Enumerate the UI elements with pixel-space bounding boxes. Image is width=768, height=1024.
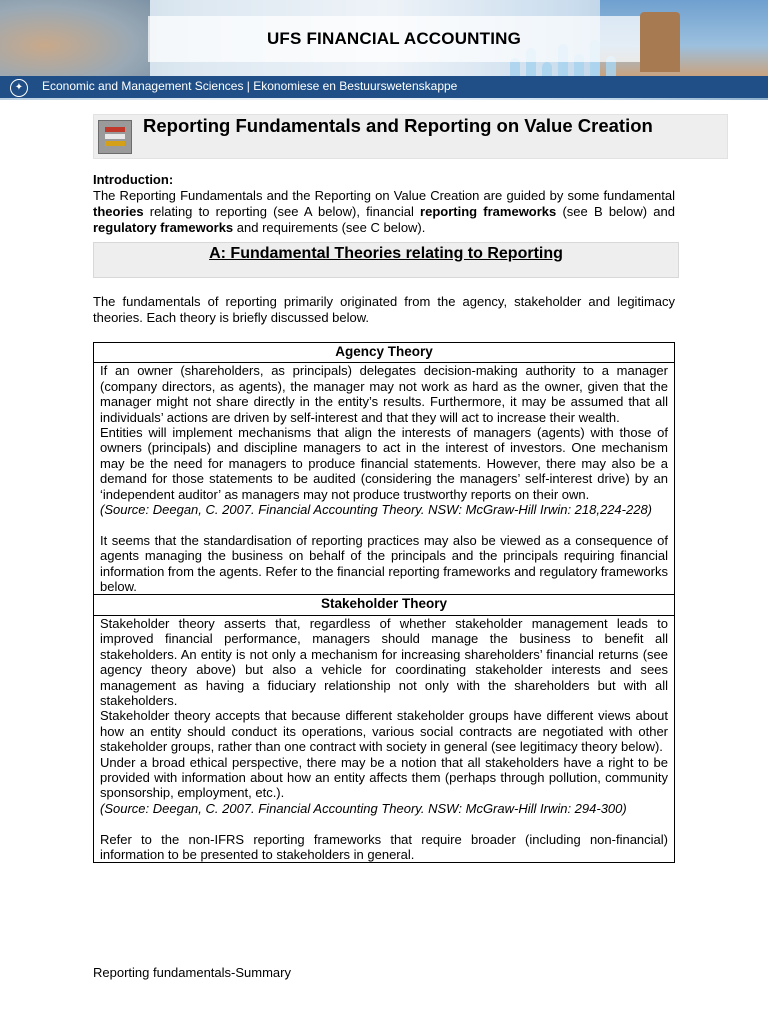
agency-paragraph: If an owner (shareholders, as principals) delegates decision-making authority to a manager (company directors, as agents), the manager may not work as hard as the owner, given that the manager might not share directly in the entity’s results. Furthermore, it may be assumed that all individuals’ actions are driven by self-interest and that they will act to increase their wealth. bbox=[100, 363, 668, 425]
section-a-title: A: Fundamental Theories relating to Reporting bbox=[209, 245, 563, 262]
agency-paragraph: It seems that the standardisation of reporting practices may also be viewed as a consequence of agents managing the business on behalf of the principals and the principals requiring financial information from the agents. Refer to the financial reporting frameworks and regulatory frameworks below. bbox=[100, 532, 668, 595]
intro-text-3: (see B below) and bbox=[556, 204, 675, 219]
section-header bbox=[93, 114, 728, 159]
university-crest-icon: ✦ bbox=[10, 79, 28, 97]
intro-paragraph bbox=[93, 188, 675, 236]
agency-source: (Source: Deegan, C. 2007. Financial Accounting Theory. NSW: McGraw-Hill Irwin: 218,224-228) bbox=[100, 502, 653, 518]
stakeholder-paragraph: Stakeholder theory accepts that because different stakeholder groups have different views about how an entity should conduct its operations, various social contracts are negotiated with other stakeholder groups, rather than one contract with society in general (see legitimacy theory below). bbox=[100, 708, 668, 755]
page-footer: Reporting fundamentals-Summary bbox=[93, 965, 291, 980]
stakeholder-theory-heading: Stakeholder Theory bbox=[94, 595, 675, 615]
intro-heading: Introduction: bbox=[93, 172, 174, 187]
section-a-heading-box bbox=[93, 242, 679, 278]
agency-theory-body bbox=[94, 363, 675, 595]
table-row bbox=[94, 615, 675, 862]
stakeholder-paragraph: Refer to the non-IFRS reporting frameworks that require broader (including non-financial) information to be presented to stakeholders in general. bbox=[100, 831, 668, 862]
stakeholder-paragraph: Under a broad ethical perspective, there may be a notion that all stakeholders have a right to be provided with information about how an entity affects them (perhaps through pollution, community sponsorship, employment, etc.). bbox=[100, 754, 668, 801]
app-title-box bbox=[148, 16, 640, 62]
intro-bold-2: reporting frameworks bbox=[420, 204, 557, 219]
section-a-lead bbox=[93, 294, 675, 326]
faculty-strip bbox=[0, 76, 768, 98]
intro-text-2: relating to reporting (see A below), financial bbox=[143, 204, 421, 219]
agency-paragraph: Entities will implement mechanisms that align the interests of managers (agents) with those of owners (principals) and discipline managers to act in the interest of investors. One mechanism may be the need for managers to produce financial statements. However, there may also be a demand for those statements to be audited (considering the managers’ self-interest drive) by an ‘independent auditor’ as managers may not produce trustworthy reports on their own. bbox=[100, 425, 668, 502]
intro-bold-3: regulatory frameworks bbox=[93, 220, 234, 235]
faculty-name: Economic and Management Sciences | Ekonomiese en Bestuurswetenskappe bbox=[42, 79, 458, 93]
intro-bold-1: theories bbox=[93, 204, 144, 219]
header-banner bbox=[0, 0, 768, 100]
agency-theory-heading: Agency Theory bbox=[94, 343, 675, 363]
section-a-lead-text: The fundamentals of reporting primarily originated from the agency, stakeholder and legitimacy theories. Each theory is briefly discussed below. bbox=[93, 294, 675, 325]
table-row bbox=[94, 595, 675, 615]
intro-text-1: The Reporting Fundamentals and the Reporting on Value Creation are guided by some fundamental bbox=[93, 188, 675, 203]
books-icon bbox=[98, 120, 132, 154]
app-title: UFS FINANCIAL ACCOUNTING bbox=[266, 29, 522, 48]
stakeholder-source: (Source: Deegan, C. 2007. Financial Accounting Theory. NSW: McGraw-Hill Irwin: 294-300) bbox=[100, 800, 627, 816]
banner-photo-left bbox=[0, 0, 150, 76]
building-tower-image bbox=[640, 12, 680, 72]
table-row bbox=[94, 363, 675, 595]
table-row bbox=[94, 343, 675, 363]
stakeholder-paragraph: Stakeholder theory asserts that, regardless of whether stakeholder management leads to improved financial performance, managers should manage the business to benefit all stakeholders. An entity is not only a mechanism for increasing shareholders’ financial returns (see agency theory above) but also a vehicle for coordinating stakeholder interests and sees management as having a fiduciary relationship not only with the shareholders but with all stakeholders. bbox=[100, 615, 668, 708]
theory-table bbox=[93, 342, 675, 863]
stakeholder-theory-body bbox=[94, 615, 675, 862]
introduction bbox=[93, 172, 675, 236]
section-title: Reporting Fundamentals and Reporting on Value Creation bbox=[143, 115, 653, 136]
intro-text-4: and requirements (see C below). bbox=[233, 220, 426, 235]
